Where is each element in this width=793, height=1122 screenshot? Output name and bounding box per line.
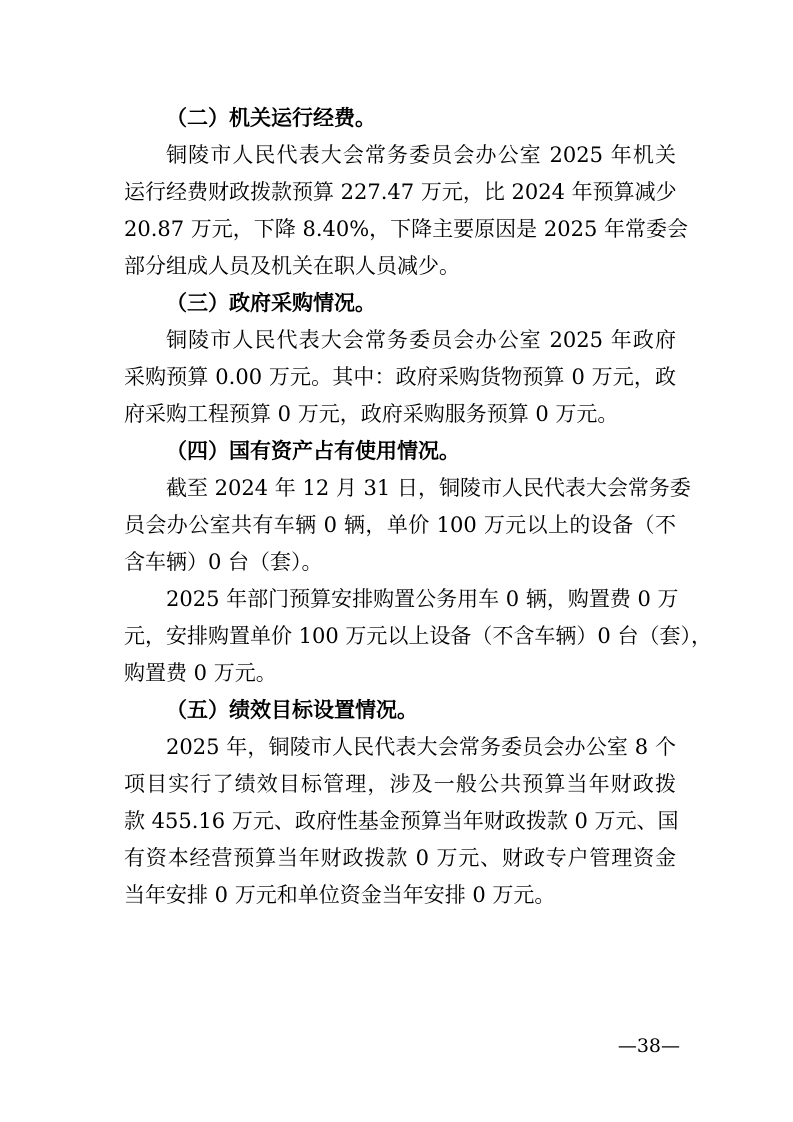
section-heading-5: （五）绩效目标设置情况。 [166, 698, 418, 722]
paragraph-line: 铜陵市人民代表大会常务委员会办公室 2025 年机关 [166, 143, 676, 167]
paragraph-line: 款 455.16 万元、政府性基金预算当年财政拨款 0 万元、国 [124, 809, 679, 833]
paragraph-line: 购置费 0 万元。 [124, 661, 277, 685]
paragraph-line: 项目实行了绩效目标管理，涉及一般公共预算当年财政拨 [124, 772, 676, 796]
paragraph-line: 含车辆）0 台（套）。 [124, 550, 323, 574]
paragraph-line: 铜陵市人民代表大会常务委员会办公室 2025 年政府 [166, 328, 676, 352]
paragraph-line: 部分组成人员及机关在职人员减少。 [124, 254, 460, 278]
paragraph-line: 员会办公室共有车辆 0 辆，单价 100 万元以上的设备（不 [124, 513, 676, 537]
paragraph-line: 截至 2024 年 12 月 31 日，铜陵市人民代表大会常务委 [166, 476, 691, 500]
section-heading-2: （二）机关运行经费。 [166, 106, 376, 130]
paragraph-line: 2025 年部门预算安排购置公务用车 0 辆，购置费 0 万 [166, 587, 679, 611]
paragraph-line: 有资本经营预算当年财政拨款 0 万元、财政专户管理资金 [124, 846, 676, 870]
section-heading-3: （三）政府采购情况。 [166, 291, 376, 315]
paragraph-line: 2025 年，铜陵市人民代表大会常务委员会办公室 8 个 [166, 735, 676, 759]
section-heading-4: （四）国有资产占有使用情况。 [166, 439, 460, 463]
paragraph-line: 20.87 万元，下降 8.40%，下降主要原因是 2025 年常委会 [124, 217, 688, 241]
paragraph-line: 元，安排购置单价 100 万元以上设备（不含车辆）0 台（套）， [124, 624, 712, 648]
paragraph-line: 当年安排 0 万元和单位资金当年安排 0 万元。 [124, 883, 556, 907]
paragraph-line: 采购预算 0.00 万元。其中：政府采购货物预算 0 万元，政 [124, 365, 676, 389]
paragraph-line: 府采购工程预算 0 万元，政府采购服务预算 0 万元。 [124, 402, 619, 426]
paragraph-line: 运行经费财政拨款预算 227.47 万元，比 2024 年预算减少 [124, 180, 677, 204]
page-number: —38— [617, 1035, 680, 1057]
